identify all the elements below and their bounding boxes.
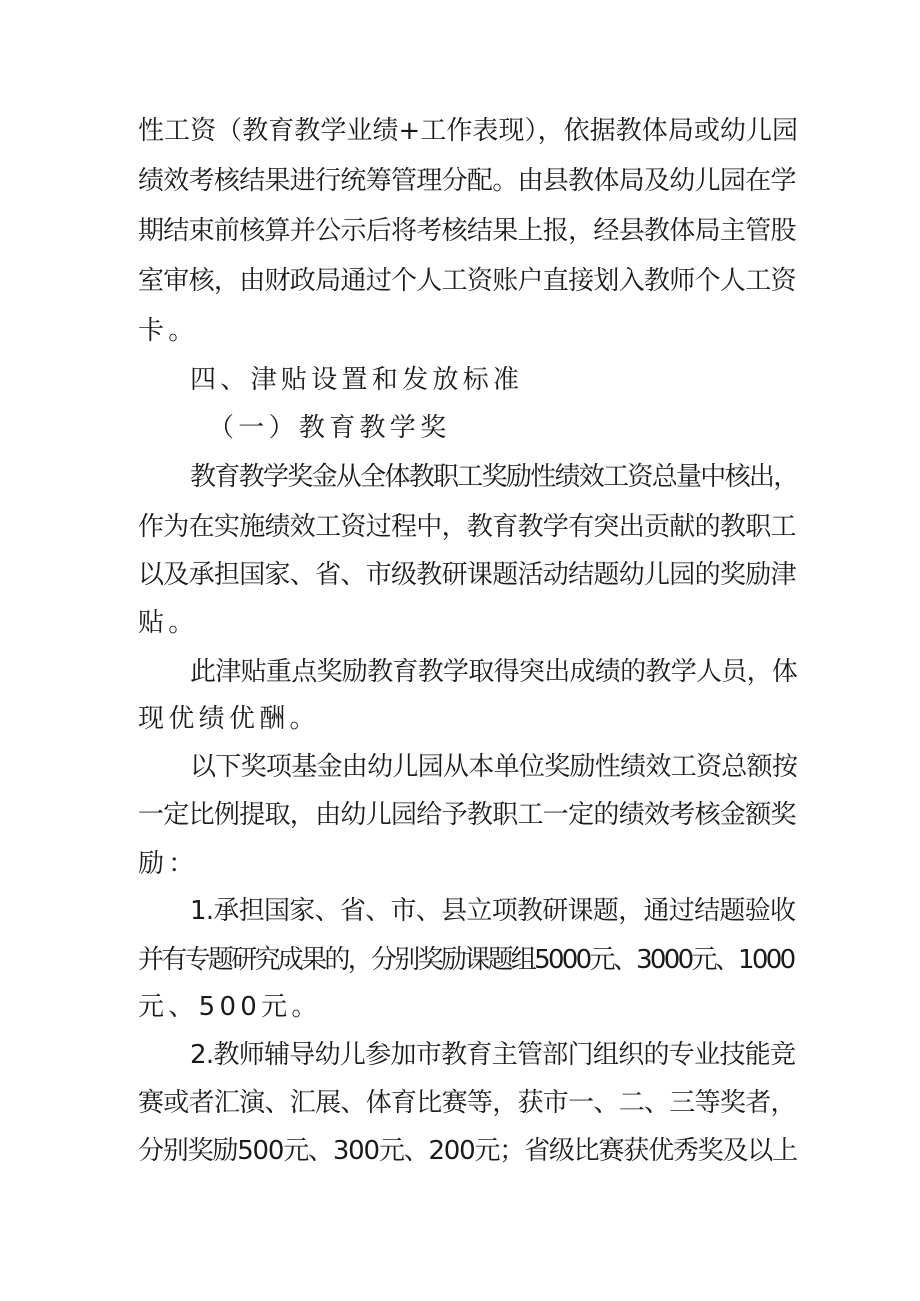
text-line: 以及承担国家、省、市级教研课题活动结题幼儿园的奖励津 <box>138 560 796 590</box>
text-line: 绩效考核结果进行统筹管理分配。由县教体局及幼儿园在学 <box>138 166 796 196</box>
list-item: 2.教师辅导幼儿参加市教育主管部门组织的专业技能竞 <box>190 1040 796 1070</box>
text-line: 此津贴重点奖励教育教学取得突出成绩的教学人员，体 <box>190 657 798 687</box>
text-line: 贴。 <box>138 608 199 638</box>
text-line: 期结束前核算并公示后将考核结果上报，经县教体局主管股 <box>138 216 796 246</box>
text-line: 作为在实施绩效工资过程中，教育教学有突出贡献的教职工 <box>138 512 796 542</box>
text-line: 教育教学奖金从全体教职工奖励性绩效工资总量中核出， <box>190 462 798 492</box>
text-line: 赛或者汇演、汇展、体育比赛等，获市一、二、三等奖者， <box>138 1088 796 1118</box>
text-line: 元、500元。 <box>138 992 322 1022</box>
text-line: 一定比例提取，由幼儿园给予教职工一定的绩效考核金额奖 <box>138 800 796 830</box>
list-item: 1.承担国家、省、市、县立项教研课题，通过结题验收 <box>190 896 796 926</box>
text-line: 并有专题研究成果的，分别奖励课题组5000元、3000元、1000 <box>138 945 794 975</box>
section-heading: 四、津贴设置和发放标准 <box>190 365 524 395</box>
text-line: 卡。 <box>138 316 199 346</box>
text-line: 性工资（教育教学业绩+工作表现），依据教体局或幼儿园 <box>138 116 799 146</box>
text-line: 励： <box>138 849 199 879</box>
text-line: 室审核，由财政局通过个人工资账户直接划入教师个人工资 <box>138 266 796 296</box>
text-line: 现优绩优酬。 <box>138 704 320 734</box>
subsection-heading: （一）教育教学奖 <box>208 413 451 443</box>
text-line: 分别奖励500元、300元、200元；省级比赛获优秀奖及以上 <box>138 1136 797 1166</box>
text-line: 以下奖项基金由幼儿园从本单位奖励性绩效工资总额按 <box>190 752 798 782</box>
